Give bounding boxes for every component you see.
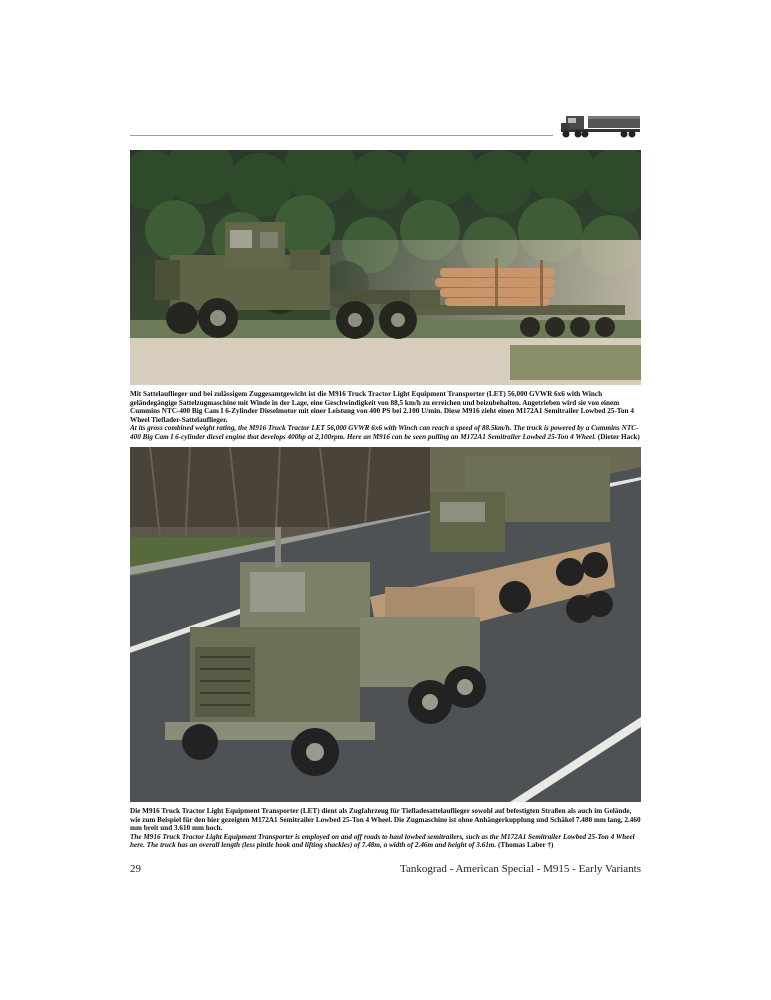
- m916-log-trailer-photo: [130, 150, 641, 385]
- header-rule: [130, 135, 553, 136]
- caption-log-trailer: [130, 390, 641, 442]
- running-footer-title: Tankograd - American Special - M915 - Early Variants: [400, 863, 641, 875]
- photo-credit: (Dieter Hack): [597, 432, 640, 441]
- caption-english: At its gross combined weight rating, the M916 Truck Tractor LET 56,000 GVWR 6x6 with Winch can reach a speed of 88.5km/h. The truck is powered by a Cummins NTC-400 Big Cam I 6-cylinder diesel engine that develops 400hp at 2,100rpm. Here an M916 can be seen pulling an M172A1 Semitrailer Lowbed 25-Ton 4 Wheel.: [130, 424, 639, 441]
- photo-credit: (Thomas Laber †): [498, 841, 554, 850]
- caption-english: The M916 Truck Tractor Light Equipment Transporter is employed on and off roads to haul lowbed semitrailers, such as the M172A1 Semitrailer Lowbed 25-Ton 4 Wheel here. The truck has an overall length (less pintle hook and lifting shackles) of 7.48m, a width of 2.46m and height of 3.61m.: [130, 832, 635, 850]
- lowbed-truck-icon: [558, 110, 642, 140]
- caption-lowbed-road: [130, 807, 641, 850]
- m916-lowbed-road-photo: [130, 447, 641, 802]
- caption-german: Die M916 Truck Tractor Light Equipment Transporter (LET) dient als Zugfahrzeug für Tiefladesattelauflieger sowohl auf befestigten Straßen als auch im Gelände, wie zum Beispiel für den hier gezeigten M172A1 Semitrailer Lowbed 25-Ton 4 Wheel. Die Zugmaschine ist ohne Anhängerkupplung und Schäkel 7.480 mm lang, 2.460 mm breit und 3.610 mm hoch.: [130, 807, 641, 833]
- caption-german: Mit Sattelauflieger und bei zulässigem Zuggesamtgewicht ist die M916 Truck Tractor Light Equipment Transporter (LET) 56,000 GVWR 6x6 with Winch geländegängige Sattelzugmaschine mit Winde in der Lage, eine Geschwindigkeit von 88,5 km/h zu erreichen und beizubehalten. Angetrieben wird sie von einem Cummins NTC-400 Big Cam I 6-Zylinder Dieselmotor mit einer Leistung von 400 PS bei 2.100 U/min. Diese M916 zieht einen M172A1 Semitrailer Lowbed 25-Ton 4 Wheel Tieflader-Sattelauflieger.: [130, 390, 634, 424]
- page-number: 29: [130, 863, 141, 875]
